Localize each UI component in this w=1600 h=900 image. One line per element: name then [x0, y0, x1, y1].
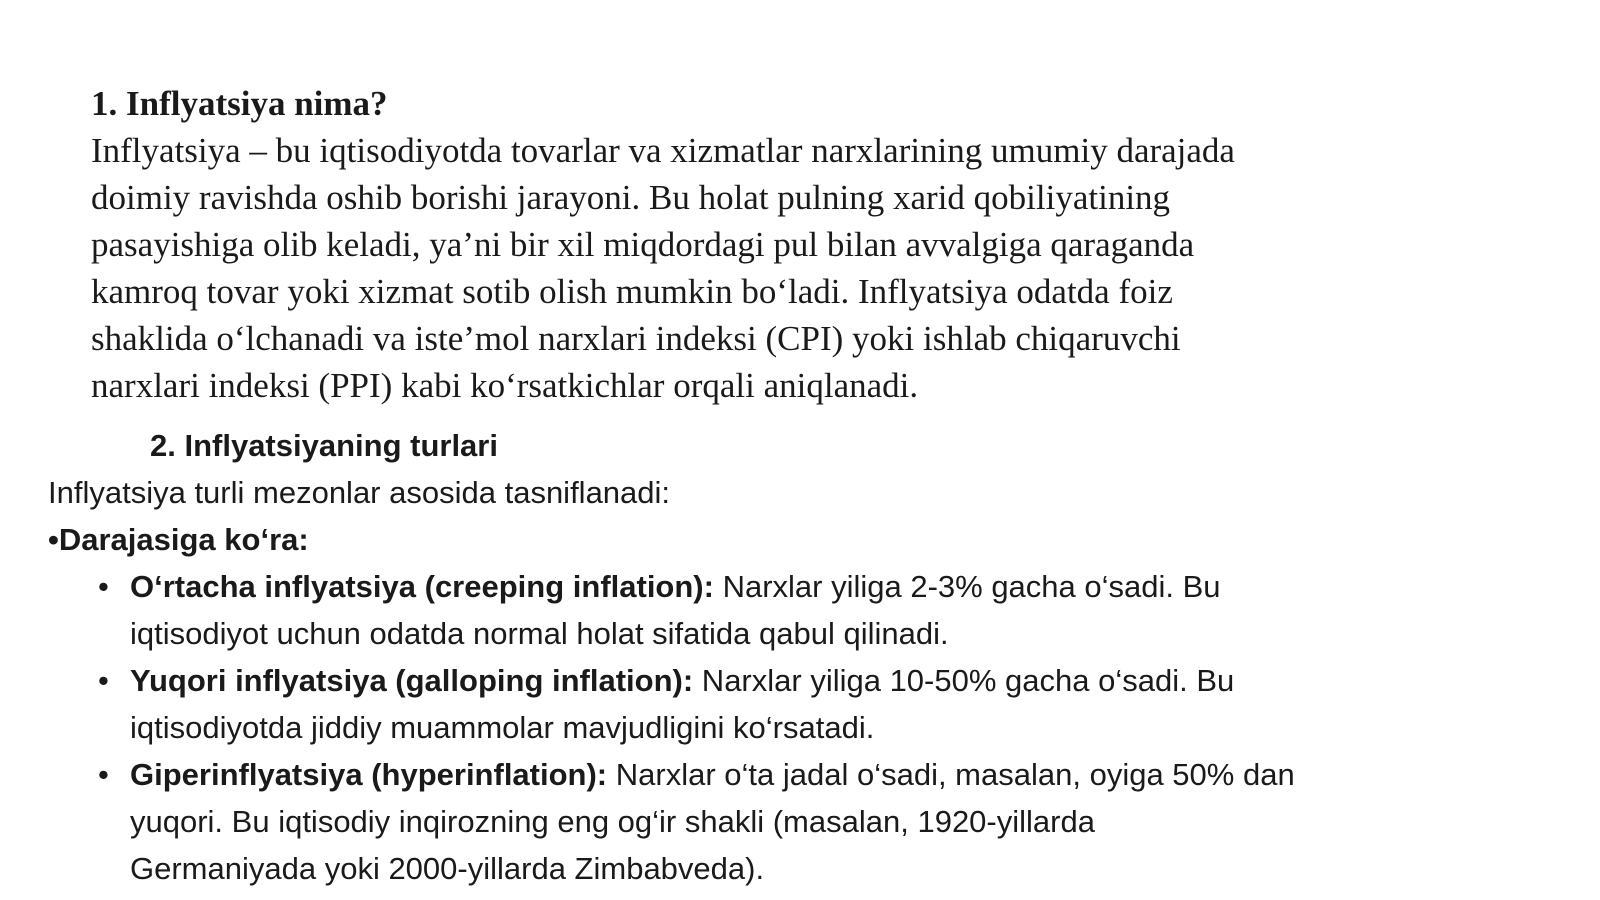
- section-1-heading: 1. Inflyatsiya nima?: [91, 84, 388, 123]
- section-inflation-types: [48, 422, 1568, 892]
- list-item-line: yuqori. Bu iqtisodiy inqirozning eng og‘ir shakli (masalan, 1920-yillarda: [130, 804, 1095, 839]
- list-item-term: O‘rtacha inflyatsiya (creeping inflation):: [130, 569, 714, 604]
- section-what-is-inflation: [91, 80, 1511, 409]
- bullet-icon: •: [98, 663, 109, 698]
- list-item-line: [130, 563, 1568, 610]
- list-item-line: Germaniyada yoki 2000-yillarda Zimbabveda).: [130, 851, 765, 886]
- paragraph-line: kamroq tovar yoki xizmat sotib olish mumkin bo‘ladi. Inflyatsiya odatda foiz: [91, 272, 1173, 311]
- list-item-hyperinflation: [48, 751, 1568, 892]
- list-item-line: [130, 657, 1568, 704]
- paragraph-line: shaklida o‘lchanadi va iste’mol narxlari indeksi (CPI) yoki ishlab chiqaruvchi: [91, 319, 1181, 358]
- bullet-icon: •: [98, 569, 109, 604]
- list-item-text: Narxlar o‘ta jadal o‘sadi, masalan, oyiga 50% dan: [607, 757, 1295, 792]
- inflation-type-list: [48, 563, 1568, 892]
- list-item-text: Narxlar yiliga 10-50% gacha o‘sadi. Bu: [693, 663, 1235, 698]
- paragraph-line: Inflyatsiya – bu iqtisodiyotda tovarlar va xizmatlar narxlarining umumiy darajada: [91, 131, 1235, 170]
- classification-intro: Inflyatsiya turli mezonlar asosida tasniflanadi:: [48, 475, 671, 510]
- list-item-galloping-inflation: [48, 657, 1568, 751]
- definition-paragraph: [91, 127, 1511, 409]
- section-2-heading: 2. Inflyatsiyaning turlari: [150, 428, 498, 463]
- paragraph-line: pasayishiga olib keladi, ya’ni bir xil miqdordagi pul bilan avvalgiga qaraganda: [91, 225, 1195, 264]
- list-item-creeping-inflation: [48, 563, 1568, 657]
- list-item-line: iqtisodiyot uchun odatda normal holat sifatida qabul qilinadi.: [130, 616, 949, 651]
- criterion-by-degree: •Darajasiga ko‘ra:: [48, 522, 309, 557]
- paragraph-line: doimiy ravishda oshib borishi jarayoni. Bu holat pulning xarid qobiliyatining: [91, 178, 1171, 217]
- list-item-term: Giperinflyatsiya (hyperinflation):: [130, 757, 608, 792]
- bullet-icon: •: [98, 757, 109, 792]
- list-item-line: [130, 751, 1568, 798]
- list-item-term: Yuqori inflyatsiya (galloping inflation):: [130, 663, 694, 698]
- paragraph-line: narxlari indeksi (PPI) kabi ko‘rsatkichlar orqali aniqlanadi.: [91, 366, 919, 405]
- list-item-text: Narxlar yiliga 2-3% gacha o‘sadi. Bu: [713, 569, 1221, 604]
- list-item-line: iqtisodiyotda jiddiy muammolar mavjudligini ko‘rsatadi.: [130, 710, 875, 745]
